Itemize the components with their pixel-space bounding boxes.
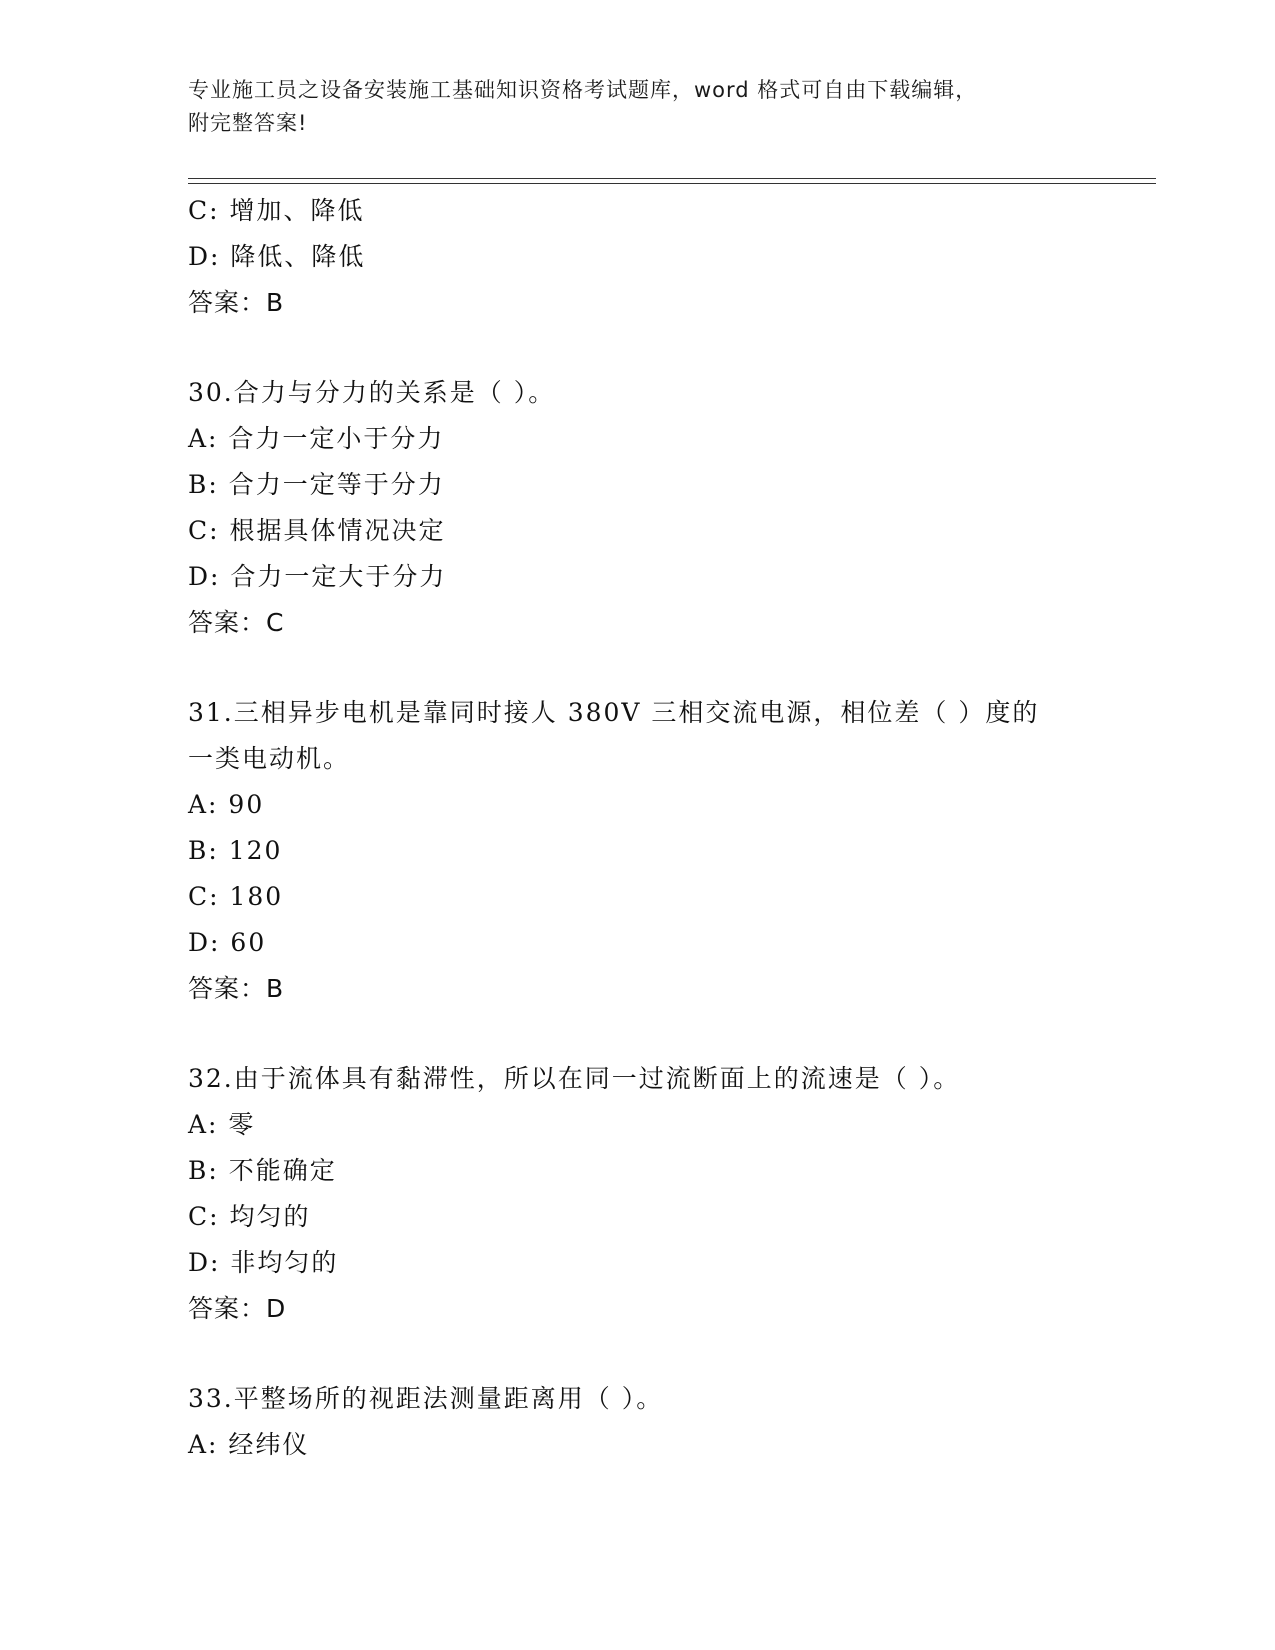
answer-line: 答案：B (188, 974, 285, 1003)
answer-line: 答案：D (188, 1294, 287, 1323)
option-line: B: 合力一定等于分力 (188, 470, 445, 499)
question-text: 32.由于流体具有黏滞性，所以在同一过流断面上的流速是（ ）。 (188, 1064, 961, 1093)
option-line: A: 90 (188, 790, 265, 819)
option-line: D: 60 (188, 928, 267, 957)
option-line: D: 降低、降低 (188, 242, 366, 271)
question-text: 30.合力与分力的关系是（ ）。 (188, 378, 556, 407)
option-line: C: 根据具体情况决定 (188, 516, 446, 545)
option-line: A: 零 (188, 1110, 256, 1139)
header-line-2: 附完整答案! (188, 111, 308, 135)
header-rule-bottom (188, 183, 1156, 184)
option-line: C: 均匀的 (188, 1202, 311, 1231)
question-list (188, 188, 1088, 1468)
header-rule-top (188, 178, 1156, 179)
option-line: B: 120 (188, 836, 283, 865)
answer-line: 答案：B (188, 288, 285, 317)
block-spacer (188, 646, 1088, 690)
answer-line: 答案：C (188, 608, 285, 637)
option-line: C: 增加、降低 (188, 196, 365, 225)
option-line: A: 合力一定小于分力 (188, 424, 445, 453)
block-spacer (188, 1012, 1088, 1056)
block-spacer (188, 1332, 1088, 1376)
question-text: 31.三相异步电机是靠同时接人 380V 三相交流电源，相位差（ ）度的 (188, 698, 1040, 727)
header-line-1: 专业施工员之设备安装施工基础知识资格考试题库，word 格式可自由下载编辑， (188, 78, 978, 102)
question-text: 33.平整场所的视距法测量距离用（ ）。 (188, 1384, 664, 1413)
option-line: C: 180 (188, 882, 284, 911)
option-line: D: 合力一定大于分力 (188, 562, 447, 591)
document-header (188, 74, 1068, 140)
block-spacer (188, 326, 1088, 370)
option-line: B: 不能确定 (188, 1156, 337, 1185)
option-line: D: 非均匀的 (188, 1248, 339, 1277)
question-text: 一类电动机。 (188, 744, 351, 773)
option-line: A: 经纬仪 (188, 1430, 310, 1459)
